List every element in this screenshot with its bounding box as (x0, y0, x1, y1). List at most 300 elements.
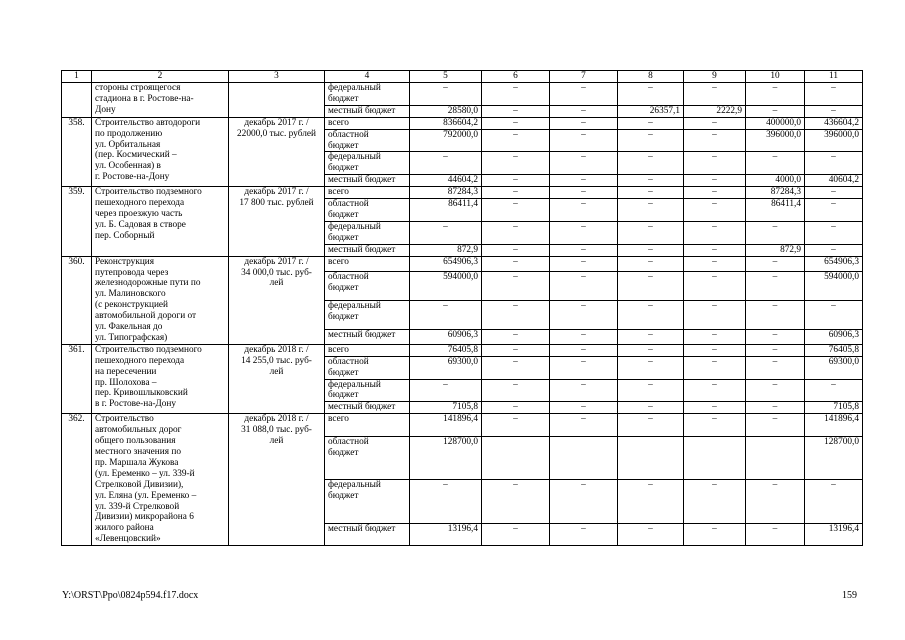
budget-type-line: бюджет (328, 367, 359, 378)
value-cell: 872,9 (746, 244, 805, 256)
budget-type (325, 152, 410, 175)
value-cell: 141896,4 (805, 414, 863, 437)
value-cell: – (618, 480, 684, 523)
value-cell: – (746, 480, 805, 523)
text-line: стадиона в г. Ростове-на- (95, 93, 194, 104)
item-deadline (229, 344, 325, 413)
text-line: по продолжению (95, 128, 163, 139)
value-cell: – (684, 152, 746, 175)
value-cell: 396000,0 (746, 129, 805, 152)
value-cell: – (410, 221, 482, 244)
value-cell: 87284,3 (746, 187, 805, 199)
budget-type-line: всего (328, 117, 349, 128)
header-cell: 5 (410, 71, 482, 83)
budget-type-line: местный бюджет (328, 523, 396, 534)
text-line: 17 800 тыс. рублей (239, 198, 314, 209)
text-line: в г. Ростове-на-Дону (95, 399, 177, 410)
budget-type (325, 187, 410, 199)
budget-type (325, 414, 410, 437)
value-cell: – (550, 329, 618, 344)
value-cell: – (618, 300, 684, 329)
value-cell: – (746, 83, 805, 106)
value-cell: – (618, 244, 684, 256)
text-line: 22000,0 тыс. рублей (237, 128, 316, 139)
value-cell: – (482, 271, 550, 300)
value-cell: – (684, 344, 746, 356)
budget-type-line: всего (328, 187, 349, 198)
value-cell: – (482, 480, 550, 523)
budget-type-line: бюджет (328, 93, 359, 104)
text-line: 31 088,0 тыс. руб- (241, 425, 312, 436)
value-cell: 40604,2 (805, 175, 863, 187)
budget-type-line: местный бюджет (328, 244, 396, 255)
header-cell: 2 (92, 71, 229, 83)
value-cell: 792000,0 (410, 129, 482, 152)
value-cell: 400000,0 (746, 117, 805, 129)
text-line: Строительство автодороги (95, 117, 201, 128)
header-cell: 3 (229, 71, 325, 83)
value-cell: 7105,8 (410, 402, 482, 414)
budget-type (325, 105, 410, 117)
value-cell: – (684, 379, 746, 402)
value-cell: – (805, 199, 863, 222)
value-cell: – (805, 300, 863, 329)
value-cell: – (550, 152, 618, 175)
budget-type (325, 480, 410, 523)
budget-type (325, 379, 410, 402)
value-cell: – (618, 152, 684, 175)
value-cell: – (684, 271, 746, 300)
value-cell: – (618, 379, 684, 402)
value-cell: – (684, 117, 746, 129)
text-line: Строительство подземного (95, 344, 202, 355)
value-cell: – (550, 221, 618, 244)
value-cell: – (684, 129, 746, 152)
budget-type-line: областной (328, 199, 369, 210)
budget-type-line: бюджет (328, 447, 359, 458)
value-cell: 28580,0 (410, 105, 482, 117)
page-number: 159 (842, 590, 857, 601)
item-number: 360. (62, 256, 92, 344)
value-cell: – (618, 83, 684, 106)
value-cell: – (805, 221, 863, 244)
text-line: Реконструкция (95, 256, 155, 267)
value-cell: – (550, 199, 618, 222)
value-cell: – (482, 129, 550, 152)
budget-type-line: областной (328, 129, 369, 140)
value-cell: – (684, 356, 746, 379)
text-line: автомобильных дорог (95, 425, 182, 436)
item-deadline (229, 117, 325, 186)
value-cell (746, 436, 805, 479)
value-cell: – (482, 187, 550, 199)
value-cell: – (746, 329, 805, 344)
value-cell: – (550, 244, 618, 256)
value-cell: – (482, 244, 550, 256)
value-cell: – (805, 152, 863, 175)
text-line: (ул. Еременко – ул. 339-й (95, 468, 195, 479)
budget-type-line: бюджет (328, 491, 359, 502)
budget-type-line: областной (328, 356, 369, 367)
text-line: г. Ростове-на-Дону (95, 172, 170, 183)
value-cell: – (482, 379, 550, 402)
text-line: стороны строящегося (95, 83, 181, 93)
value-cell: 87284,3 (410, 187, 482, 199)
text-line: пр. Маршала Жукова (95, 457, 179, 468)
value-cell: – (550, 402, 618, 414)
table-row (62, 83, 863, 106)
value-cell: – (482, 83, 550, 106)
item-number: 358. (62, 117, 92, 186)
value-cell: – (746, 300, 805, 329)
budget-type-line: областной (328, 271, 369, 282)
table-row (62, 256, 863, 271)
value-cell: – (618, 523, 684, 546)
value-cell: – (746, 402, 805, 414)
budget-type-line: бюджет (328, 390, 359, 401)
value-cell: – (482, 344, 550, 356)
header-cell: 4 (325, 71, 410, 83)
budget-type-line: федеральный (328, 83, 381, 93)
value-cell: – (684, 414, 746, 437)
value-cell: – (550, 175, 618, 187)
item-deadline (229, 256, 325, 344)
value-cell: – (618, 402, 684, 414)
value-cell: – (550, 344, 618, 356)
text-line: пер. Соборный (95, 230, 155, 241)
budget-type-line: всего (328, 344, 349, 355)
value-cell: – (482, 256, 550, 271)
value-cell: 7105,8 (805, 402, 863, 414)
value-cell: 594000,0 (410, 271, 482, 300)
value-cell: 26357,1 (618, 105, 684, 117)
budget-type-line: областной (328, 436, 369, 447)
value-cell: – (410, 379, 482, 402)
value-cell: – (618, 221, 684, 244)
text-line: ул. Малиновского (95, 289, 166, 300)
value-cell: – (805, 244, 863, 256)
text-line: путепровода через (95, 267, 169, 278)
text-line: пер. Кривошлыковский (95, 388, 188, 399)
item-name (92, 256, 229, 344)
value-cell: – (746, 356, 805, 379)
text-line: через проезжую часть (95, 208, 183, 219)
budget-type-line: бюджет (328, 232, 359, 243)
item-name (92, 344, 229, 413)
text-line: декабрь 2017 г. / (244, 117, 309, 128)
text-line: 34 000,0 тыс. руб- (241, 267, 312, 278)
text-line: лей (269, 366, 284, 377)
text-line: ул. Факельная до (95, 322, 163, 333)
value-cell: – (550, 83, 618, 106)
value-cell: – (482, 523, 550, 546)
header-row (62, 71, 863, 83)
value-cell: – (482, 199, 550, 222)
value-cell: – (618, 329, 684, 344)
text-line: ул. Типографская) (95, 332, 168, 343)
table-row (62, 414, 863, 437)
table-row (62, 187, 863, 199)
value-cell: – (805, 379, 863, 402)
value-cell: – (746, 379, 805, 402)
value-cell: 4000,0 (746, 175, 805, 187)
budget-type (325, 244, 410, 256)
text-line: автомобильной дороги от (95, 311, 197, 322)
value-cell: 436604,2 (805, 117, 863, 129)
value-cell: – (410, 480, 482, 523)
value-cell: – (684, 175, 746, 187)
text-line: ул. Б. Садовая в створе (95, 219, 186, 230)
value-cell: 13196,4 (805, 523, 863, 546)
item-deadline (229, 83, 325, 118)
value-cell: 141896,4 (410, 414, 482, 437)
text-line: декабрь 2017 г. / (244, 187, 309, 198)
value-cell (550, 436, 618, 479)
item-number (62, 83, 92, 118)
budget-type (325, 175, 410, 187)
header-cell: 7 (550, 71, 618, 83)
header-cell: 1 (62, 71, 92, 83)
text-line: декабрь 2018 г. / (244, 414, 309, 425)
header-cell: 9 (684, 71, 746, 83)
value-cell: – (482, 300, 550, 329)
value-cell: 654906,3 (410, 256, 482, 271)
item-deadline (229, 414, 325, 546)
value-cell: – (746, 414, 805, 437)
text-line: жилого района (95, 523, 154, 534)
budget-type-line: бюджет (328, 163, 359, 174)
text-line: декабрь 2018 г. / (244, 344, 309, 355)
value-cell (482, 436, 550, 479)
text-line: лей (269, 278, 284, 289)
budget-type (325, 402, 410, 414)
value-cell: – (550, 129, 618, 152)
text-line: «Левенцовский» (95, 534, 161, 545)
value-cell: – (482, 402, 550, 414)
value-cell: – (618, 344, 684, 356)
item-name (92, 117, 229, 186)
value-cell: – (684, 402, 746, 414)
budget-type (325, 199, 410, 222)
value-cell: – (746, 105, 805, 117)
value-cell: 76405,8 (410, 344, 482, 356)
value-cell: – (805, 480, 863, 523)
text-line: декабрь 2017 г. / (244, 256, 309, 267)
value-cell: – (746, 344, 805, 356)
value-cell: 594000,0 (805, 271, 863, 300)
header-cell: 10 (746, 71, 805, 83)
value-cell: 2222,9 (684, 105, 746, 117)
text-line: лей (269, 436, 284, 447)
value-cell: – (684, 199, 746, 222)
item-deadline (229, 187, 325, 256)
text-line: (пер. Космический – (95, 150, 177, 161)
text-line: Стрелковой Дивизии), (95, 479, 184, 490)
value-cell: – (550, 256, 618, 271)
budget-type-line: бюджет (328, 282, 359, 293)
item-name (92, 83, 229, 118)
value-cell: – (684, 256, 746, 271)
value-cell: – (410, 152, 482, 175)
value-cell: – (746, 523, 805, 546)
value-cell: – (746, 152, 805, 175)
value-cell: 76405,8 (805, 344, 863, 356)
value-cell: – (550, 271, 618, 300)
budget-type-line: федеральный (328, 480, 381, 491)
budget-type-line: федеральный (328, 300, 381, 311)
value-cell: 86411,4 (410, 199, 482, 222)
value-cell: – (805, 105, 863, 117)
header-cell: 11 (805, 71, 863, 83)
text-line: ул. Орбитальная (95, 139, 161, 150)
table-row (62, 117, 863, 129)
table-row (62, 344, 863, 356)
value-cell: – (482, 175, 550, 187)
value-cell: – (684, 300, 746, 329)
value-cell: – (618, 187, 684, 199)
text-line: пешеходного перехода (95, 198, 185, 209)
budget-type (325, 83, 410, 106)
value-cell: – (746, 271, 805, 300)
value-cell: – (805, 187, 863, 199)
value-cell: – (618, 414, 684, 437)
value-cell: – (410, 300, 482, 329)
value-cell: – (482, 152, 550, 175)
text-line: пр. Шолохова – (95, 377, 157, 388)
budget-type (325, 436, 410, 479)
budget-type (325, 344, 410, 356)
budget-table (61, 70, 863, 546)
value-cell: – (618, 117, 684, 129)
budget-type-line: федеральный (328, 152, 381, 163)
text-line: Строительство подземного (95, 187, 202, 198)
value-cell: 13196,4 (410, 523, 482, 546)
value-cell: – (550, 480, 618, 523)
budget-type (325, 300, 410, 329)
budget-type-line: всего (328, 414, 349, 425)
budget-type (325, 117, 410, 129)
value-cell: 86411,4 (746, 199, 805, 222)
text-line: Строительство (95, 414, 154, 425)
budget-type-line: местный бюджет (328, 402, 396, 413)
value-cell: – (618, 356, 684, 379)
budget-type-line: местный бюджет (328, 175, 396, 186)
value-cell: 872,9 (410, 244, 482, 256)
value-cell: – (746, 221, 805, 244)
budget-type-line: местный бюджет (328, 105, 396, 116)
value-cell: 128700,0 (410, 436, 482, 479)
file-path: Y:\ORST\Ppo\0824p594.f17.docx (62, 590, 199, 601)
value-cell: 69300,0 (410, 356, 482, 379)
text-line: Дону (95, 104, 116, 115)
value-cell: – (684, 187, 746, 199)
value-cell (684, 436, 746, 479)
value-cell: – (482, 221, 550, 244)
budget-type-line: федеральный (328, 221, 381, 232)
value-cell: – (684, 523, 746, 546)
value-cell: – (550, 117, 618, 129)
value-cell: – (482, 356, 550, 379)
item-name (92, 414, 229, 546)
value-cell: – (482, 329, 550, 344)
budget-type-line: бюджет (328, 140, 359, 151)
item-name (92, 187, 229, 256)
budget-type (325, 356, 410, 379)
value-cell: 60906,3 (410, 329, 482, 344)
value-cell: – (805, 83, 863, 106)
text-line: Дивизии) микрорайона 6 (95, 512, 194, 523)
budget-type (325, 271, 410, 300)
value-cell: – (550, 105, 618, 117)
value-cell: – (618, 199, 684, 222)
budget-type-line: местный бюджет (328, 329, 396, 340)
text-line: пешеходного перехода (95, 355, 185, 366)
value-cell: – (482, 414, 550, 437)
value-cell: – (550, 356, 618, 379)
value-cell: 396000,0 (805, 129, 863, 152)
value-cell: – (550, 414, 618, 437)
value-cell: – (684, 83, 746, 106)
text-line: железнодорожные пути по (95, 278, 201, 289)
budget-type-line: бюджет (328, 311, 359, 322)
budget-type-line: всего (328, 256, 349, 267)
value-cell: 69300,0 (805, 356, 863, 379)
item-number: 359. (62, 187, 92, 256)
text-line: ул. Еляна (ул. Еременко – (95, 490, 197, 501)
item-number: 362. (62, 414, 92, 546)
value-cell: – (550, 187, 618, 199)
value-cell: – (482, 117, 550, 129)
value-cell: – (618, 271, 684, 300)
budget-type (325, 221, 410, 244)
value-cell: 654906,3 (805, 256, 863, 271)
budget-type (325, 256, 410, 271)
item-number: 361. (62, 344, 92, 413)
value-cell: – (684, 221, 746, 244)
budget-type (325, 129, 410, 152)
budget-type (325, 329, 410, 344)
value-cell: – (618, 175, 684, 187)
value-cell: – (746, 256, 805, 271)
value-cell (618, 436, 684, 479)
value-cell: – (684, 244, 746, 256)
value-cell: 128700,0 (805, 436, 863, 479)
value-cell: 836604,2 (410, 117, 482, 129)
value-cell: 44604,2 (410, 175, 482, 187)
value-cell: – (482, 105, 550, 117)
value-cell: 60906,3 (805, 329, 863, 344)
value-cell: – (684, 480, 746, 523)
value-cell: – (618, 129, 684, 152)
text-line: общего пользования (95, 436, 176, 447)
value-cell: – (684, 329, 746, 344)
budget-type-line: федеральный (328, 379, 381, 390)
text-line: 14 255,0 тыс. руб- (241, 355, 312, 366)
header-cell: 6 (482, 71, 550, 83)
text-line: (с реконструкцией (95, 300, 169, 311)
text-line: местного значения по (95, 447, 181, 457)
text-line: ул. 339-й Стрелковой (95, 501, 180, 512)
text-line: ул. Особенная) в (95, 161, 161, 172)
header-cell: 8 (618, 71, 684, 83)
text-line: на пересечении (95, 366, 157, 377)
value-cell: – (618, 256, 684, 271)
budget-type (325, 523, 410, 546)
budget-type-line: бюджет (328, 209, 359, 220)
value-cell: – (410, 83, 482, 106)
value-cell: – (550, 300, 618, 329)
value-cell: – (550, 379, 618, 402)
